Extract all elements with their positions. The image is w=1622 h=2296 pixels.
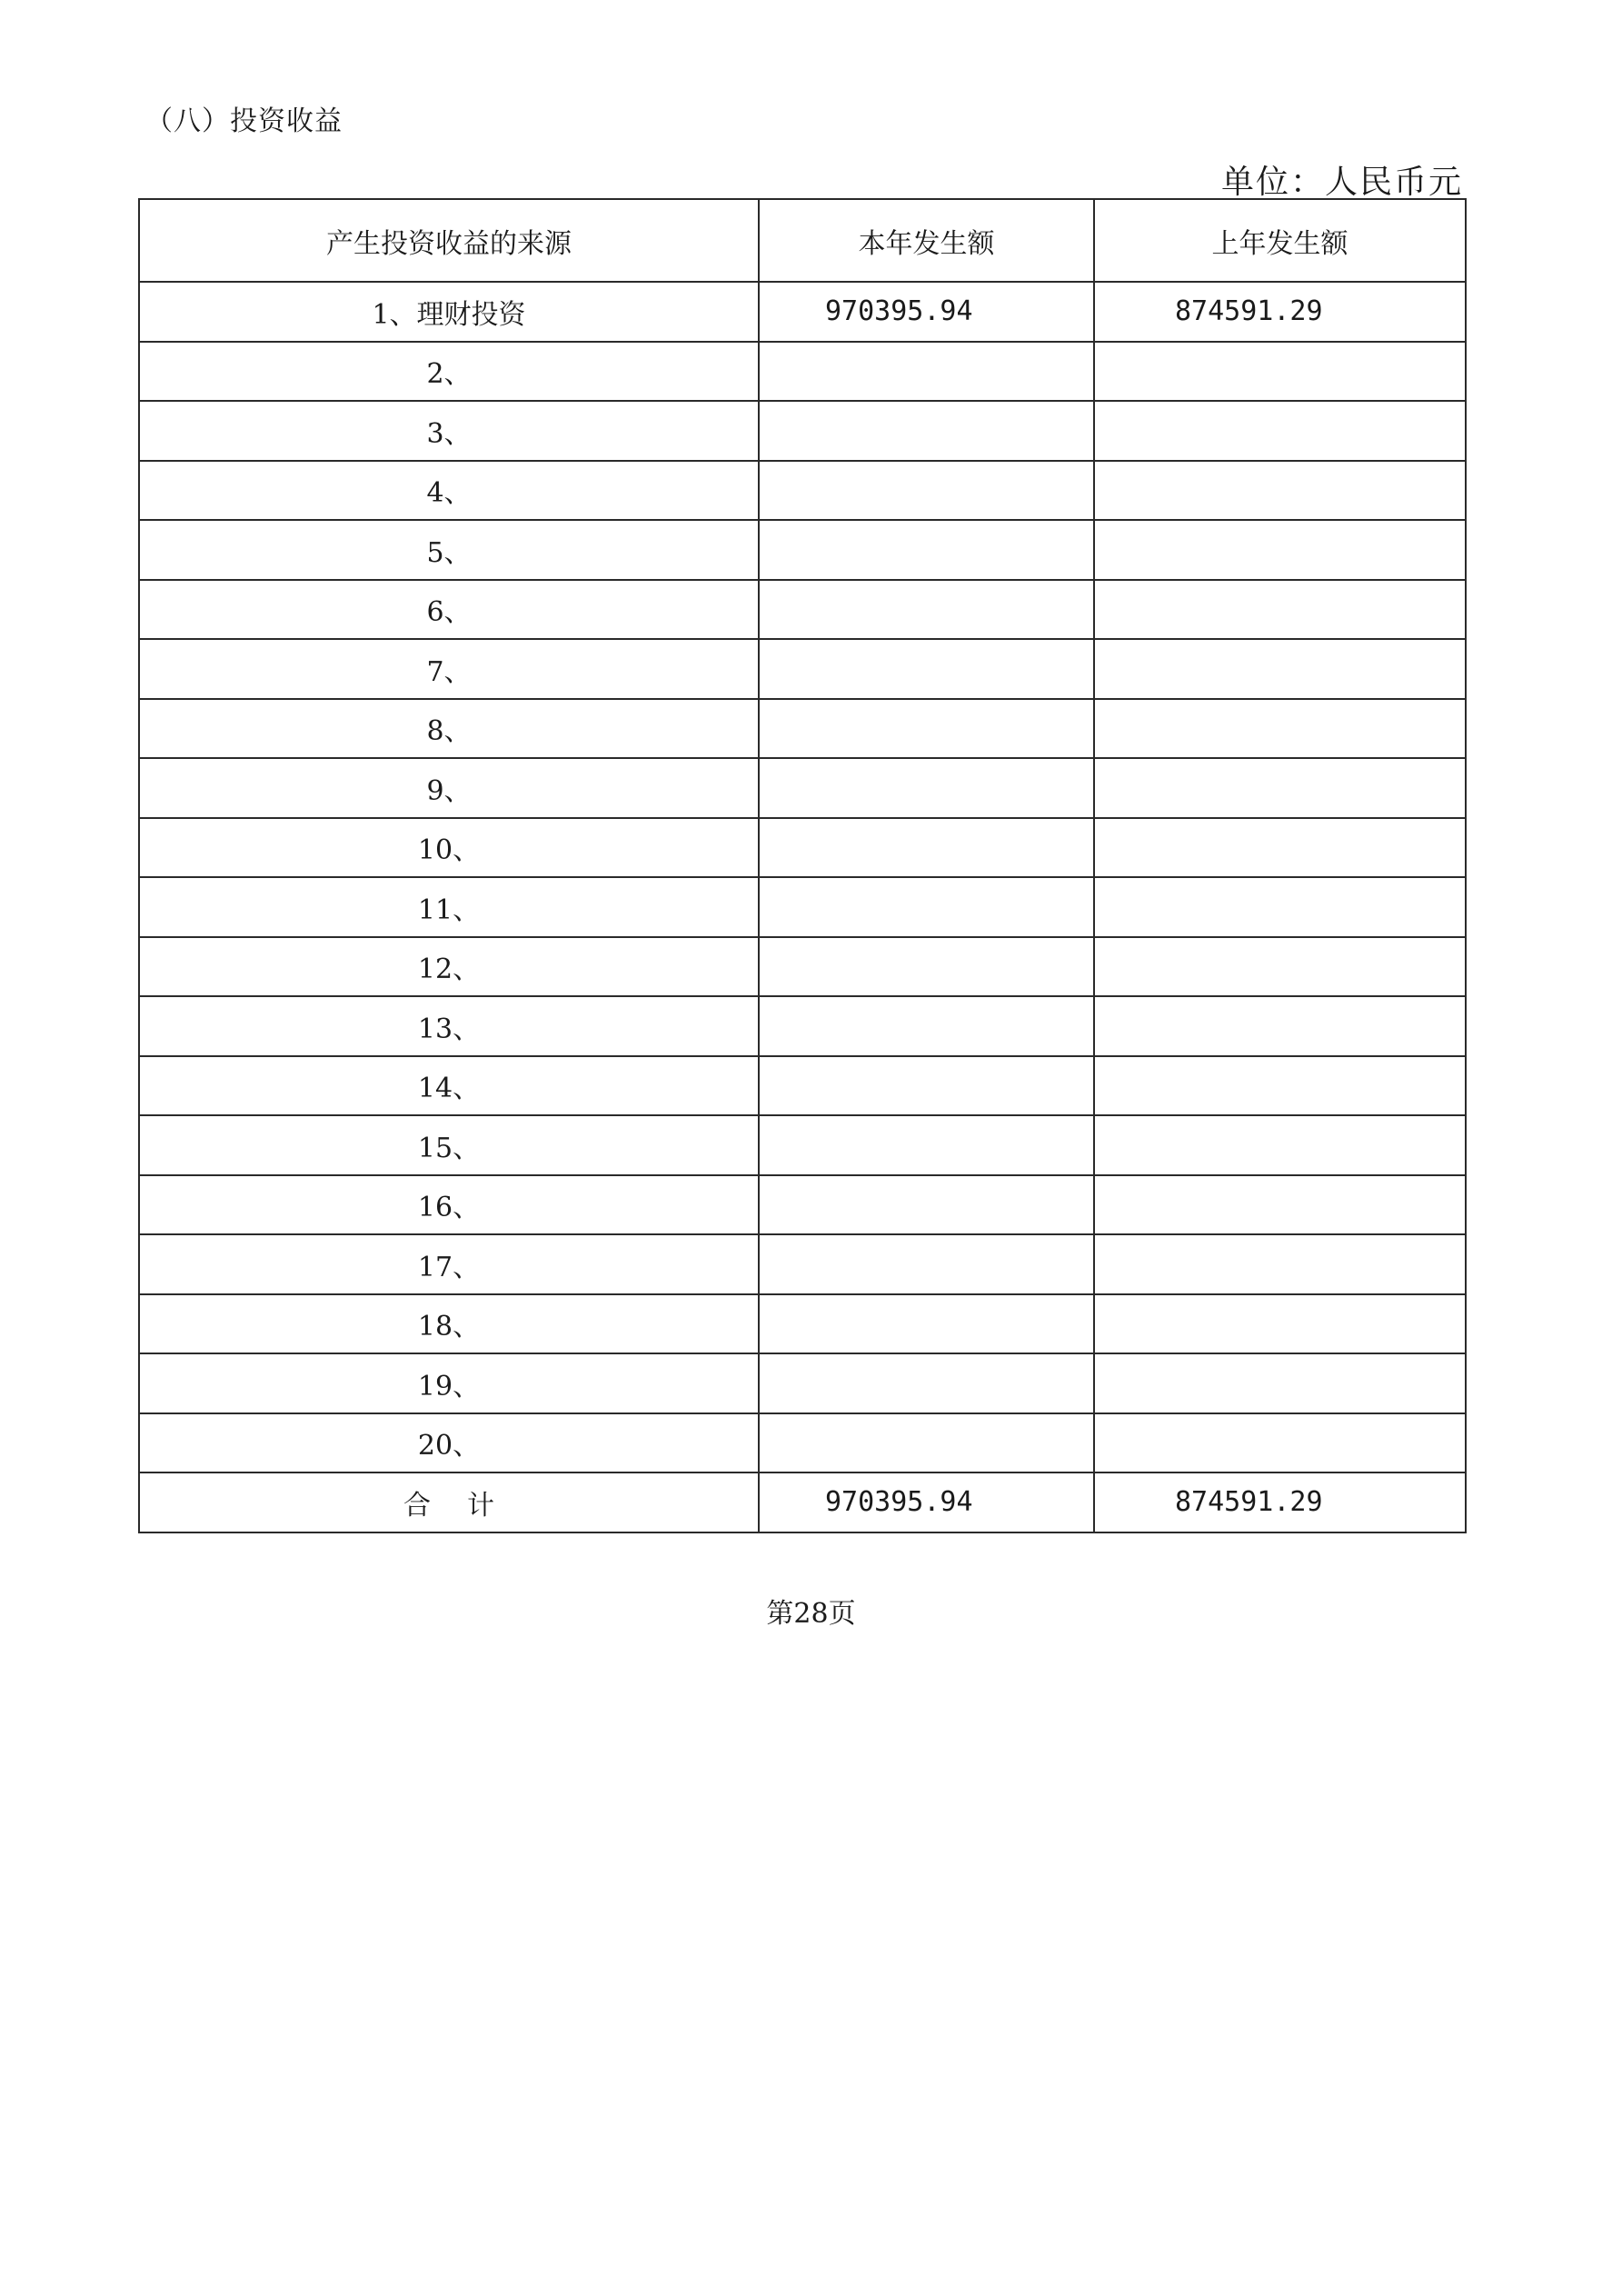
previous-year-cell — [1094, 996, 1466, 1056]
source-cell: 5、 — [139, 520, 759, 580]
previous-year-cell — [1094, 520, 1466, 580]
unit-label: 单位：人民币元 — [1220, 164, 1463, 201]
current-year-cell — [759, 520, 1094, 580]
source-cell: 1、理财投资 — [139, 282, 759, 342]
current-year-cell — [759, 758, 1094, 818]
table-row — [139, 1413, 1466, 1473]
source-cell: 15、 — [139, 1115, 759, 1175]
current-year-cell — [759, 401, 1094, 461]
current-year-cell — [759, 1175, 1094, 1235]
section-title: （八）投资收益 — [145, 105, 343, 137]
previous-year-cell — [1094, 937, 1466, 997]
previous-year-cell — [1094, 877, 1466, 937]
source-cell: 18、 — [139, 1294, 759, 1354]
total-current-year: 970395.94 — [759, 1472, 1094, 1532]
page-number: 第28页 — [766, 1598, 856, 1630]
current-year-cell — [759, 1413, 1094, 1473]
table-row — [139, 937, 1466, 997]
header-source: 产生投资收益的来源 — [139, 199, 759, 282]
source-cell: 13、 — [139, 996, 759, 1056]
current-year-cell — [759, 996, 1094, 1056]
source-cell: 3、 — [139, 401, 759, 461]
source-cell: 2、 — [139, 342, 759, 402]
investment-income-table — [138, 198, 1467, 1533]
table-row — [139, 699, 1466, 759]
table-row — [139, 1056, 1466, 1116]
current-year-cell — [759, 1234, 1094, 1294]
source-cell: 14、 — [139, 1056, 759, 1116]
table-row — [139, 580, 1466, 640]
current-year-cell — [759, 639, 1094, 699]
current-year-cell: 970395.94 — [759, 282, 1094, 342]
previous-year-cell — [1094, 758, 1466, 818]
current-year-cell — [759, 1056, 1094, 1116]
current-year-cell — [759, 818, 1094, 878]
current-year-cell — [759, 1115, 1094, 1175]
current-year-cell — [759, 877, 1094, 937]
table-row — [139, 996, 1466, 1056]
table-row — [139, 1353, 1466, 1413]
source-cell: 11、 — [139, 877, 759, 937]
source-cell: 9、 — [139, 758, 759, 818]
table-row — [139, 818, 1466, 878]
table-row — [139, 1175, 1466, 1235]
source-cell: 16、 — [139, 1175, 759, 1235]
source-cell: 10、 — [139, 818, 759, 878]
previous-year-cell: 874591.29 — [1094, 282, 1466, 342]
total-previous-year: 874591.29 — [1094, 1472, 1466, 1532]
previous-year-cell — [1094, 818, 1466, 878]
current-year-cell — [759, 580, 1094, 640]
source-cell: 8、 — [139, 699, 759, 759]
previous-year-cell — [1094, 1115, 1466, 1175]
previous-year-cell — [1094, 639, 1466, 699]
table-row — [139, 342, 1466, 402]
source-cell: 7、 — [139, 639, 759, 699]
previous-year-cell — [1094, 580, 1466, 640]
current-year-cell — [759, 1294, 1094, 1354]
current-year-cell — [759, 461, 1094, 521]
table-row — [139, 758, 1466, 818]
previous-year-cell — [1094, 461, 1466, 521]
table-row — [139, 520, 1466, 580]
source-cell: 6、 — [139, 580, 759, 640]
table-row — [139, 1115, 1466, 1175]
table-row — [139, 1294, 1466, 1354]
table-row — [139, 877, 1466, 937]
source-cell: 19、 — [139, 1353, 759, 1413]
total-label: 合计 — [139, 1472, 759, 1532]
current-year-cell — [759, 699, 1094, 759]
table-body — [139, 282, 1466, 1472]
current-year-cell — [759, 937, 1094, 997]
header-current-year: 本年发生额 — [759, 199, 1094, 282]
table-row — [139, 1234, 1466, 1294]
header-previous-year: 上年发生额 — [1094, 199, 1466, 282]
previous-year-cell — [1094, 1353, 1466, 1413]
table-header-row — [139, 199, 1466, 282]
previous-year-cell — [1094, 699, 1466, 759]
table-row — [139, 282, 1466, 342]
table-row — [139, 461, 1466, 521]
previous-year-cell — [1094, 1234, 1466, 1294]
previous-year-cell — [1094, 1294, 1466, 1354]
previous-year-cell — [1094, 1413, 1466, 1473]
source-cell: 12、 — [139, 937, 759, 997]
source-cell: 20、 — [139, 1413, 759, 1473]
previous-year-cell — [1094, 1175, 1466, 1235]
current-year-cell — [759, 342, 1094, 402]
source-cell: 17、 — [139, 1234, 759, 1294]
current-year-cell — [759, 1353, 1094, 1413]
table-row — [139, 639, 1466, 699]
previous-year-cell — [1094, 342, 1466, 402]
source-cell: 4、 — [139, 461, 759, 521]
previous-year-cell — [1094, 1056, 1466, 1116]
table-row — [139, 401, 1466, 461]
total-row — [139, 1472, 1466, 1532]
previous-year-cell — [1094, 401, 1466, 461]
